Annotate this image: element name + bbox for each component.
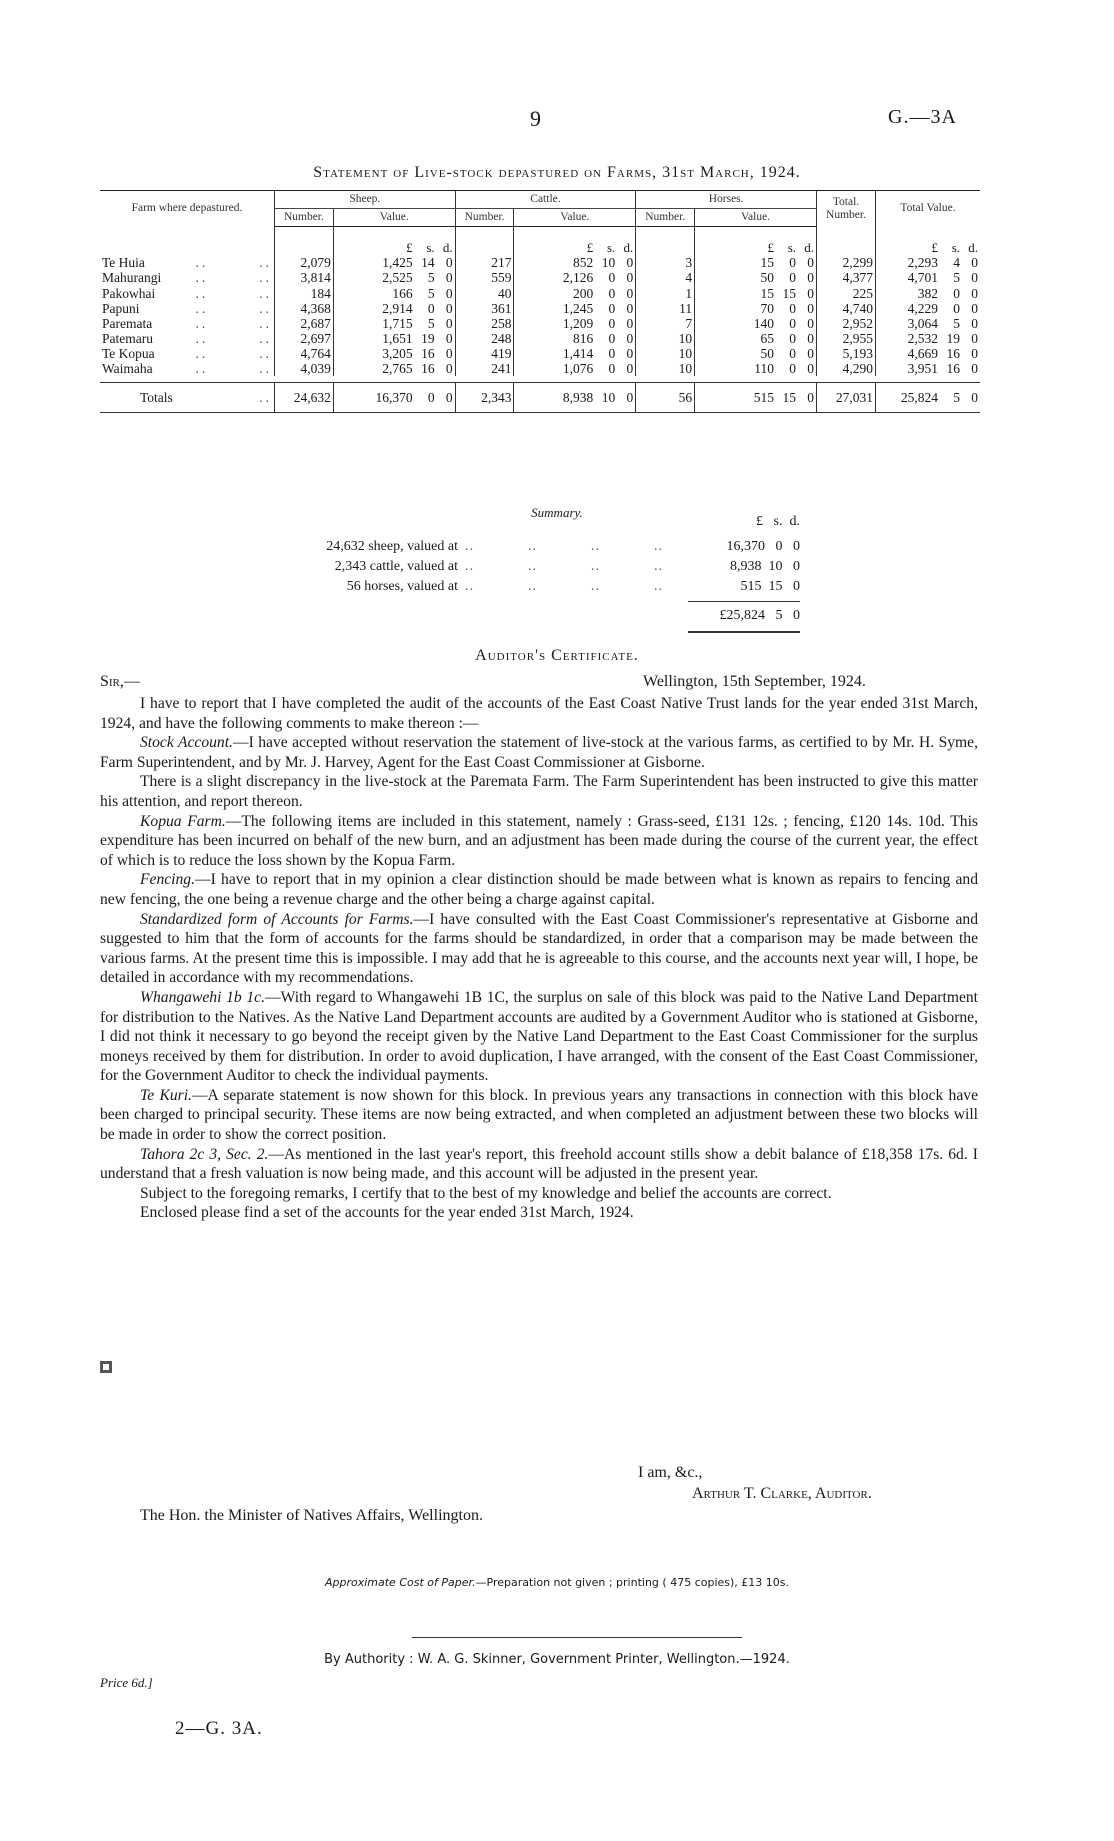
shillings-value: 0 (608, 345, 616, 361)
closing: I am, &c., (638, 1464, 703, 1481)
leader-dots: .. .. .. .. (465, 559, 663, 574)
shillings-value: 5 (953, 270, 960, 286)
farm-name: Pakowhai (102, 285, 156, 301)
shillings-value: 5 (953, 390, 960, 406)
number-value: 3,814 (275, 270, 334, 285)
paragraph-text: —With regard to Whangawehi 1B 1C, the surplus on sale of this block was paid to the Native Land Department for distribution to the Natives. As the Native Land Department accounts are audited by a Government Auditor who is stationed at Gisborne, I did not think it necessary to go beyond the receipt given by the Native Land Department to the East Coast Commissioner for the surplus moneys received by them for distribution. In order to avoid duplication, I have arranged, with the consent of the East Coast Commissioner, for the Government Auditor to check the individual payments. (100, 988, 978, 1085)
shillings-value: 0 (789, 255, 796, 271)
pounds-value: 1,245 (562, 300, 594, 316)
totals-row (100, 383, 980, 413)
cattle-value-header: Value. (514, 208, 636, 226)
pounds-value: 1,715 (382, 315, 413, 331)
leader-dots: .. .. (195, 361, 272, 377)
pence-value: 0 (971, 330, 978, 346)
number-value: 559 (455, 270, 514, 285)
summary-line-value: 515 15 0 (740, 579, 800, 594)
pence-value: 0 (445, 330, 453, 346)
pounds-value: 50 (760, 270, 774, 286)
number-value: 27,031 (817, 383, 876, 413)
pence-value: 0 (626, 270, 634, 286)
pence-value: 0 (971, 285, 978, 301)
shillings-value: 0 (608, 361, 616, 377)
pounds-value: 1,076 (562, 361, 594, 377)
table-row (100, 331, 980, 346)
unit-pence: d. (623, 239, 634, 255)
paragraph-text: —As mentioned in the last year's report, this freehold account stills show a debit balance of £18,358 17s. 6d. I understand that a fresh valuation is now being made, and this account will be adjusted in the present year. (100, 1145, 978, 1183)
number-value: 10 (636, 346, 695, 361)
table-row (100, 270, 980, 285)
unit-pence: d. (804, 239, 814, 255)
number-value: 24,632 (275, 383, 334, 413)
shillings-value: 0 (608, 300, 616, 316)
unit-shilling: s. (426, 239, 435, 255)
pence-value: 0 (971, 361, 978, 377)
summary-rule (688, 601, 800, 602)
shillings-value: 0 (427, 300, 435, 316)
paragraph (100, 772, 978, 811)
pounds-value: 110 (754, 361, 774, 377)
number-value: 10 (636, 331, 695, 346)
shillings-value: 15 (782, 390, 796, 406)
unit-pound: £ (406, 239, 413, 255)
paragraph-heading: Whangawehi 1b 1c. (140, 988, 266, 1006)
number-value: 217 (455, 255, 514, 270)
pounds-value: 1,209 (562, 315, 594, 331)
number-value: 3 (636, 255, 695, 270)
pounds-value: 2,126 (562, 270, 594, 286)
pounds-value: 2,525 (382, 270, 413, 286)
pounds-value: 2,914 (382, 300, 413, 316)
summary-line-value: 8,938 10 0 (730, 559, 800, 574)
pounds-value: 25,824 (900, 390, 938, 406)
table-row (100, 255, 980, 270)
pounds-value: 15 (760, 255, 774, 271)
leader-dots: .. .. (195, 345, 272, 361)
unit-pound: £ (931, 239, 938, 255)
shillings-value: 4 (953, 255, 960, 271)
number-value: 4,764 (275, 346, 334, 361)
table-row (100, 301, 980, 316)
number-value: 361 (455, 301, 514, 316)
shillings-value: 16 (421, 361, 435, 377)
pence-value: 0 (807, 390, 814, 406)
unit-pence: d. (442, 239, 453, 255)
paragraph-heading: Kopua Farm. (140, 812, 226, 830)
pounds-value: 15 (760, 285, 774, 301)
pence-value: 0 (626, 361, 634, 377)
pence-value: 0 (807, 315, 814, 331)
shillings-value: 0 (789, 315, 796, 331)
shillings-value: 0 (608, 315, 616, 331)
table-row (100, 346, 980, 361)
number-value: 7 (636, 316, 695, 331)
shillings-value: 16 (946, 345, 960, 361)
shillings-value: 16 (421, 345, 435, 361)
pounds-value: 140 (753, 315, 774, 331)
pence-value: 0 (626, 285, 634, 301)
pence-value: 0 (626, 345, 634, 361)
horses-group-header: Horses. (636, 191, 817, 209)
pence-value: 0 (971, 315, 978, 331)
units-row (100, 226, 980, 255)
leader-dots: .. .. (195, 300, 272, 316)
number-value: 2,079 (275, 255, 334, 270)
shillings-value: 10 (601, 255, 616, 271)
summary-line-label: 2,343 cattle, valued at (334, 559, 458, 574)
number-value: 4,740 (817, 301, 876, 316)
pence-value: 0 (807, 300, 814, 316)
pounds-value: 4,229 (907, 300, 938, 316)
price: Price 6d.] (100, 1675, 153, 1690)
paragraph-text: Enclosed please find a set of the accounts for the year ended 31st March, 1924. (140, 1204, 634, 1222)
paragraph (100, 694, 978, 733)
paragraph-heading: Stock Account. (140, 734, 233, 752)
printer-authority: By Authority : W. A. G. Skinner, Government Printer, Wellington.—1924. (324, 1652, 790, 1667)
signature: Arthur T. Clarke, Auditor. (692, 1485, 872, 1502)
farm-name: Te Kopua (102, 345, 155, 361)
pence-value: 0 (626, 390, 634, 406)
pence-value: 0 (807, 270, 814, 286)
pence-value: 0 (807, 345, 814, 361)
pounds-value: 50 (760, 345, 774, 361)
pounds-value: 382 (917, 285, 938, 301)
pence-value: 0 (626, 315, 634, 331)
sheep-value-header: Value. (333, 208, 455, 226)
pounds-value: 852 (573, 255, 594, 271)
pounds-value: 3,064 (907, 315, 938, 331)
pence-value: 0 (971, 390, 978, 406)
cattle-number-header: Number. (455, 208, 514, 226)
paragraph-heading: Fencing. (140, 871, 195, 889)
paragraph-heading: Standardized form of Accounts for Farms. (140, 910, 414, 928)
col-farm-header: Farm where depastured. (100, 191, 275, 227)
number-value: 2,697 (275, 331, 334, 346)
pence-value: 0 (445, 315, 453, 331)
number-value: 4,368 (275, 301, 334, 316)
number-value: 2,955 (817, 331, 876, 346)
shillings-value: 5 (427, 270, 435, 286)
table-title: Statement of Live-stock depastured on Farms, 31st March, 1924. (313, 164, 801, 181)
leader-dots: .. .. .. .. (465, 579, 663, 594)
shillings-value: 0 (789, 270, 796, 286)
leader-dots: .. .. (195, 270, 272, 286)
paragraph-text: I have to report that I have completed the audit of the accounts of the East Coast Native Trust lands for the year ended 31st March, 1924, and have the following comments to make thereon :— (100, 695, 978, 732)
shillings-value: 14 (421, 255, 435, 271)
number-value: 248 (455, 331, 514, 346)
summary-title: Summary. (531, 505, 583, 520)
unit-shilling: s. (951, 239, 960, 255)
leader-dots: .. .. (195, 315, 272, 331)
pounds-value: 515 (753, 390, 774, 406)
paragraph (100, 870, 978, 909)
salutation: Sir,— (100, 673, 140, 690)
pounds-value: 3,205 (382, 345, 413, 361)
table-body (100, 226, 980, 413)
number-value: 4,377 (817, 270, 876, 285)
pounds-value: 816 (573, 330, 594, 346)
pence-value: 0 (445, 345, 453, 361)
pence-value: 0 (971, 270, 978, 286)
leader-dots: .. .. .. .. (465, 539, 663, 554)
shillings-value: 0 (608, 330, 616, 346)
number-value: 2,299 (817, 255, 876, 270)
paragraph (100, 1145, 978, 1184)
farm-name: Paremata (102, 315, 153, 331)
farm-name: Papuni (102, 300, 140, 316)
paragraph-text: —I have accepted without reservation the statement of live-stock at the various farms, as certified to by Mr. H. Syme, Farm Superintendent, and by Mr. J. Harvey, Agent for the East Coast Commissioner at Gisborne. (100, 734, 979, 771)
pence-value: 0 (445, 285, 453, 301)
shillings-value: 5 (427, 285, 435, 301)
pence-value: 0 (626, 300, 634, 316)
pence-value: 0 (807, 361, 814, 377)
shillings-value: 15 (782, 285, 796, 301)
paragraph (100, 1203, 978, 1223)
shillings-value: 0 (789, 345, 796, 361)
paragraph (100, 1184, 978, 1204)
pounds-value: 4,701 (907, 270, 938, 286)
summary-line-label: 56 horses, valued at (346, 579, 458, 594)
shillings-value: 5 (953, 315, 960, 331)
pounds-value: 1,425 (382, 255, 413, 271)
leader-dots: .. .. (195, 330, 272, 346)
table-row (100, 316, 980, 331)
number-value: 225 (817, 286, 876, 301)
place-date: Wellington, 15th September, 1924. (643, 673, 866, 690)
number-value: 56 (636, 383, 695, 413)
pence-value: 0 (626, 330, 634, 346)
paragraph (100, 1086, 978, 1145)
pounds-value: 2,293 (907, 255, 938, 271)
paragraph-heading: Te Kuri. (140, 1086, 192, 1104)
pence-value: 0 (971, 345, 978, 361)
number-value: 258 (455, 316, 514, 331)
number-value: 1 (636, 286, 695, 301)
document-reference: G.—3A (888, 106, 957, 128)
paragraph-text: —The following items are included in this statement, namely : Grass-seed, £131 12s. ; fencing, £120 14s. 10d. This expenditure has been incurred on behalf of the new burn, and an adjustment has been made during the course of the current year, the effect of which is to reduce the loss shown by the Kopua Farm. (100, 812, 978, 869)
pounds-value: 166 (392, 285, 413, 301)
table-row (100, 286, 980, 301)
pence-value: 0 (807, 255, 814, 271)
farm-name: Te Huia (102, 255, 145, 271)
summary-units: £ s. d. (756, 514, 800, 529)
number-value: 241 (455, 361, 514, 376)
paragraph (100, 812, 978, 871)
pounds-value: 65 (760, 330, 774, 346)
paragraph-text: —I have consulted with the East Coast Commissioner's representative at Gisborne and suggested to him that the form of accounts for the farms should be standardized, in order that a comparison may be made between the various farms. At the present time this is impossible. I may add that he is agreeable to this course, and the accounts next year will, I hope, be detailed in accordance with my recommendations. (100, 910, 978, 987)
sheep-group-header: Sheep. (275, 191, 456, 209)
number-value: 4,290 (817, 361, 876, 376)
pence-value: 0 (971, 300, 978, 316)
unit-pence: d. (968, 239, 978, 255)
shillings-value: 0 (789, 361, 796, 377)
summary-line-value: 16,370 0 0 (726, 539, 800, 554)
pounds-value: 1,651 (382, 330, 413, 346)
number-value: 11 (636, 301, 695, 316)
shillings-value: 19 (946, 330, 960, 346)
horses-number-header: Number. (636, 208, 695, 226)
pounds-value: 8,938 (562, 390, 594, 406)
cost-text: —Preparation not given ; printing ( 475 copies), £13 10s. (475, 1576, 790, 1589)
unit-pound: £ (767, 239, 774, 255)
pence-value: 0 (626, 255, 634, 271)
unit-pound: £ (586, 239, 594, 255)
number-value: 419 (455, 346, 514, 361)
horses-value-header: Value. (695, 208, 817, 226)
certificate-body (100, 694, 978, 1223)
addressee: The Hon. the Minister of Natives Affairs, Wellington. (140, 1507, 483, 1524)
shillings-value: 0 (953, 300, 960, 316)
unit-shilling: s. (787, 239, 796, 255)
shillings-value: 0 (608, 285, 616, 301)
number-value: 2,952 (817, 316, 876, 331)
page-number: 9 (530, 106, 541, 131)
totals-label: Totals (140, 390, 173, 406)
pence-value: 0 (807, 330, 814, 346)
leader-dots: .. .. (195, 255, 272, 271)
sheep-number-header: Number. (275, 208, 334, 226)
pounds-value: 16,370 (375, 390, 413, 406)
total-value-header: Total Value. (876, 191, 981, 227)
farm-name: Waimaha (102, 361, 153, 377)
shillings-value: 5 (427, 315, 435, 331)
paragraph-text: There is a slight discrepancy in the live-stock at the Paremata Farm. The Farm Superintendent has been instructed to give this matter his attention, and report thereon. (100, 773, 978, 810)
number-value: 5,193 (817, 346, 876, 361)
farm-name: Patemaru (102, 330, 153, 346)
summary-double-rule (688, 631, 800, 633)
number-value: 2,687 (275, 316, 334, 331)
leader-dots: .. (259, 390, 272, 406)
paragraph-text: —I have to report that in my opinion a clear distinction should be made between what is known as repairs to fencing and new fencing, the one being a revenue charge and the other being a charge against capital. (100, 871, 978, 908)
pounds-value: 4,669 (907, 345, 938, 361)
number-value: 4,039 (275, 361, 334, 376)
livestock-table (100, 190, 980, 413)
number-value: 4 (636, 270, 695, 285)
paragraph-text: Subject to the foregoing remarks, I certify that to the best of my knowledge and belief the accounts are correct. (140, 1184, 832, 1202)
paragraph (100, 988, 978, 1086)
table-row (100, 361, 980, 376)
pounds-value: 1,414 (562, 345, 594, 361)
pence-value: 0 (445, 390, 453, 406)
shillings-value: 0 (427, 390, 435, 406)
number-value: 184 (275, 286, 334, 301)
pounds-value: 200 (573, 285, 594, 301)
total-number-header: Total. Number. (817, 191, 876, 227)
pence-value: 0 (445, 361, 453, 377)
certificate-title: Auditor's Certificate. (475, 647, 639, 664)
number-value: 40 (455, 286, 514, 301)
pence-value: 0 (971, 255, 978, 271)
shillings-value: 10 (601, 390, 616, 406)
pence-value: 0 (445, 270, 453, 286)
shillings-value: 16 (946, 361, 960, 377)
pounds-value: 70 (760, 300, 774, 316)
cost-label: Approximate Cost of Paper. (324, 1576, 476, 1589)
paragraph (100, 910, 978, 988)
cost-note (0, 1576, 1114, 1589)
pounds-value: 3,951 (907, 361, 938, 377)
shillings-value: 0 (789, 300, 796, 316)
paragraph-text: —A separate statement is now shown for this block. In previous years any transactions in connection with this block have been charged to principal security. These items are now being extracted, and when completed an adjustment between these two blocks will be made in order to show the correct position. (100, 1086, 978, 1144)
cattle-group-header: Cattle. (455, 191, 636, 209)
shillings-value: 0 (953, 285, 960, 301)
shillings-value: 0 (608, 270, 616, 286)
paragraph (100, 733, 978, 772)
pence-value: 0 (807, 285, 814, 301)
pounds-value: 2,532 (907, 330, 938, 346)
shillings-value: 19 (421, 330, 435, 346)
pounds-value: 2,765 (382, 361, 413, 377)
printer-ornament-icon (100, 1361, 112, 1373)
farm-name: Mahurangi (102, 270, 162, 286)
leader-dots: .. .. (195, 285, 272, 301)
number-value: 2,343 (455, 383, 514, 413)
unit-shilling: s. (606, 239, 616, 255)
summary-line-label: 24,632 sheep, valued at (326, 539, 458, 554)
pence-value: 0 (445, 255, 453, 271)
pence-value: 0 (445, 300, 453, 316)
shillings-value: 0 (789, 330, 796, 346)
footer-rule (412, 1637, 742, 1638)
paragraph-heading: Tahora 2c 3, Sec. 2. (140, 1145, 269, 1163)
signature-mark: 2—G. 3A. (175, 1718, 263, 1739)
number-value: 10 (636, 361, 695, 376)
summary-total: £25,824 5 0 (719, 608, 800, 623)
